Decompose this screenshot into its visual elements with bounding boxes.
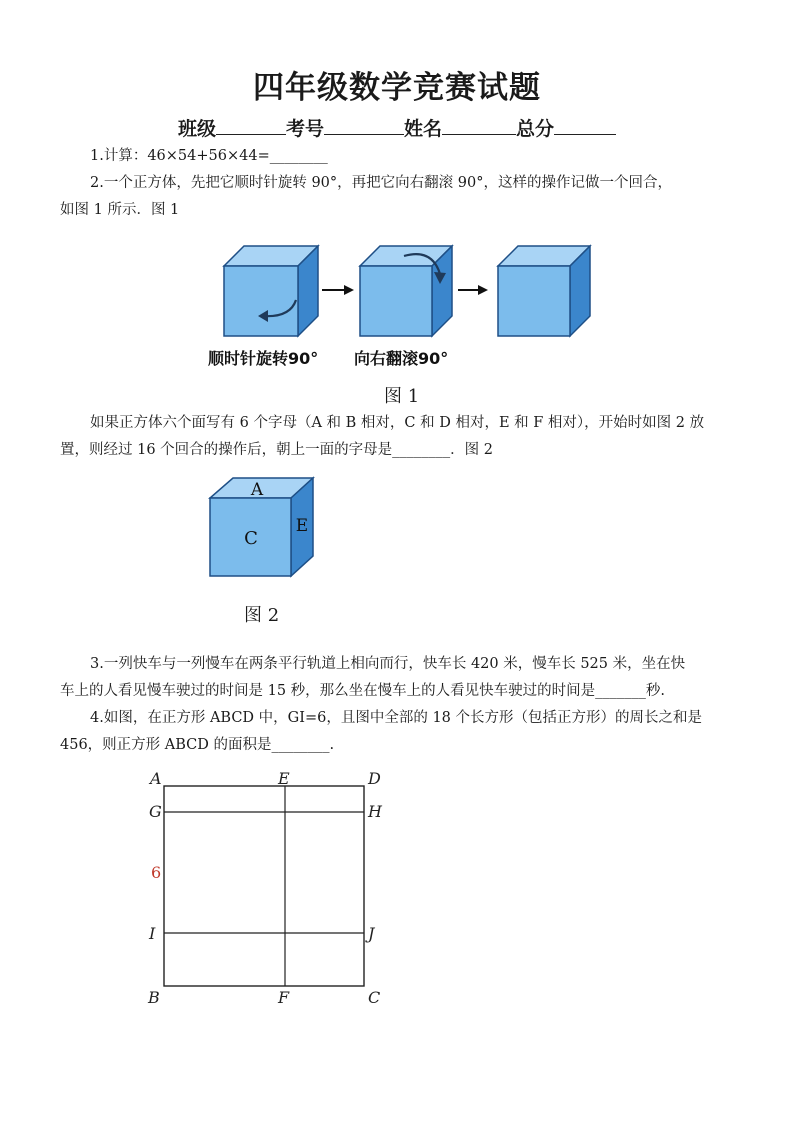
figure-4-square-abcd xyxy=(140,764,390,1014)
name-label: 姓名 xyxy=(404,118,443,140)
question-4-line1: 4.如图，在正方形 ABCD 中，GI=6，且图中全部的 18 个长方形（包括正方形）的周长之和是 xyxy=(90,710,703,726)
point-label-f: F xyxy=(278,988,290,1007)
arrow-right-icon xyxy=(322,285,354,295)
figure-1-label-rotate: 顺时针旋转90° xyxy=(208,349,319,368)
name-blank[interactable] xyxy=(442,134,516,135)
class-label: 班级 xyxy=(177,118,216,140)
point-label-d: D xyxy=(368,769,381,788)
question-3-line2: 车上的人看见慢车驶过的时间是 15 秒，那么坐在慢车上的人看见快车驶过的时间是_______秒. xyxy=(60,683,666,699)
question-4-line2: 456，则正方形 ABCD 的面积是________. xyxy=(60,737,335,753)
question-3-line1: 3.一列快车与一列慢车在两条平行轨道上相向而行，快车长 420 米，慢车长 525 米，坐在快 xyxy=(90,656,686,672)
point-label-c: C xyxy=(368,988,381,1007)
face-letter-side: E xyxy=(295,516,309,536)
question-1 xyxy=(60,143,750,170)
question-2-intro-line2: 如图 1 所示．图 1 xyxy=(60,202,180,218)
arrow-right-icon xyxy=(458,285,488,295)
question-2-body-line1: 如果正方体六个面写有 6 个字母（A 和 B 相对，C 和 D 相对，E 和 F 相对），开始时如图 2 放 xyxy=(90,415,705,431)
figure-2-caption: 图 2 xyxy=(244,605,280,626)
figure-1-label-roll: 向右翻滚90° xyxy=(354,349,449,368)
page-title: 四年级数学竞赛试题 xyxy=(253,70,541,106)
score-label: 总分 xyxy=(516,118,555,140)
figure-1-cube-operations xyxy=(200,238,640,378)
point-label-e: E xyxy=(278,769,290,788)
class-blank[interactable] xyxy=(216,134,286,135)
question-1-text: 1.计算：46×54+56×44=________ xyxy=(90,148,328,164)
figure-1-caption: 图 1 xyxy=(384,386,420,407)
figure-2-lettered-cube xyxy=(205,474,325,584)
student-info-line xyxy=(0,114,794,141)
exam-no-blank[interactable] xyxy=(324,134,404,135)
point-label-j: J xyxy=(368,924,375,943)
score-blank[interactable] xyxy=(554,134,616,135)
square-outline xyxy=(164,786,364,986)
question-4 xyxy=(60,705,750,759)
question-2-body-line2: 置，则经过 16 个回合的操作后，朝上一面的字母是________．图 2 xyxy=(60,442,494,458)
point-label-i: I xyxy=(149,924,156,943)
face-letter-top: A xyxy=(250,480,264,500)
cube-2 xyxy=(360,246,452,336)
point-label-g: G xyxy=(149,802,162,821)
point-label-b: B xyxy=(148,988,160,1007)
face-letter-front: C xyxy=(244,528,258,549)
point-label-h: H xyxy=(368,802,382,821)
question-3 xyxy=(60,651,750,705)
length-label-gi: 6 xyxy=(151,863,162,882)
question-2-body xyxy=(60,410,750,464)
cube-1 xyxy=(224,246,318,336)
cube-3 xyxy=(498,246,590,336)
question-2-intro-line1: 2.一个正方体，先把它顺时针旋转 90°，再把它向右翻滚 90°，这样的操作记做一个回合， xyxy=(90,175,672,191)
exam-no-label: 考号 xyxy=(285,118,324,140)
point-label-a: A xyxy=(150,769,162,788)
question-2-intro xyxy=(60,170,750,224)
